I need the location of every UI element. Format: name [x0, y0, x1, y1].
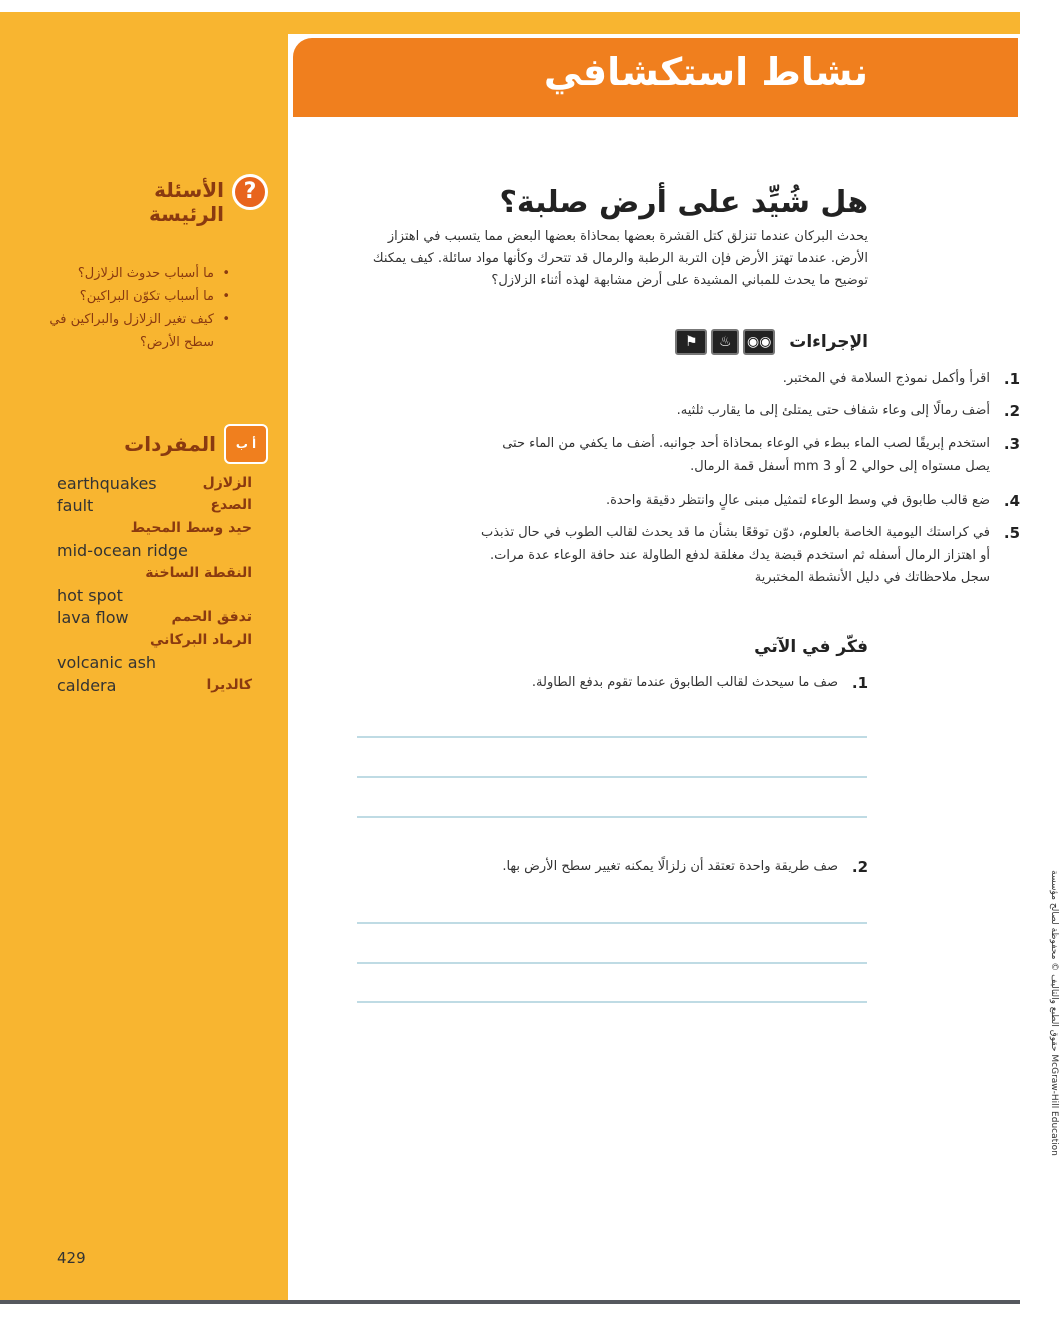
step-text: اقرأ وأكمل نموذج السلامة في المختبر.: [782, 371, 990, 386]
think-question: [328, 672, 868, 694]
key-questions-title: الأسئلة الرئيسة: [149, 178, 224, 226]
key-questions-list: [40, 262, 230, 354]
answer-line[interactable]: [357, 1001, 867, 1003]
answer-line[interactable]: [357, 922, 867, 924]
procedure-step: [480, 400, 1020, 423]
procedure-step: [480, 490, 1020, 513]
question-text: صف ما سيحدث لقالب الطابوق عندما تقوم بدفع الطاولة.: [531, 675, 838, 690]
vocabulary-row: [57, 631, 252, 653]
step-text: استخدم إبريقًا لصب الماء ببطء في الوعاء بمحاذاة أحد جوانبه. أضف ما يكفي من الماء حتى يصل مستواه إلى حوالي 2 أو 3 mm أسفل قمة الرمال.: [502, 436, 990, 474]
step-number: 4.: [1003, 492, 1020, 510]
vocabulary-row: [57, 541, 252, 563]
vocabulary-term-english: caldera: [57, 675, 117, 695]
answer-line[interactable]: [357, 776, 867, 778]
think-question: [328, 856, 868, 878]
vocabulary-row: [57, 474, 252, 496]
vocabulary-term-arabic: الزلازل: [202, 475, 252, 491]
step-number: 2.: [1003, 402, 1020, 420]
lesson-title: هل شُيِّد على أرض صلبة؟: [499, 185, 868, 220]
vocabulary-row: [57, 519, 252, 541]
vocabulary-book-icon: أ ب: [224, 424, 268, 464]
vocabulary-title: المفردات: [124, 432, 216, 456]
think-about-title: فكّر في الآتي: [754, 637, 868, 657]
vocabulary-term-english: lava flow: [57, 608, 129, 628]
procedures-title: الإجراءات: [789, 332, 868, 352]
key-questions-header: [0, 174, 268, 234]
intro-paragraph: يحدث البركان عندما تنزلق كتل القشرة بعضها بمحاذاة بعضها البعض مما يتسبب في اهتزاز الأرض. عندما تهتز الأرض فإن التربة الرطبة والرمال قد تتحرك وكأنها مواد سائلة. كيف يمكنك توضيح ما يحدث للمباني المشيدة على أرض مشابهة لهذه أثناء الزلازل؟: [372, 229, 868, 288]
step-number: 1.: [1003, 370, 1020, 388]
vocabulary-term-english: volcanic ash: [57, 653, 157, 673]
vocabulary-term-english: earthquakes: [57, 474, 157, 493]
procedure-step: [480, 433, 1020, 478]
answer-line[interactable]: [357, 736, 867, 738]
vocabulary-term-arabic: كالديرا: [206, 676, 252, 693]
step-text: في كراستك اليومية الخاصة بالعلوم، دوّن توقعًا بشأن ما قد يحدث لقالب الطوب في حال تذبذب أو اهتزاز الرمال أسفله ثم استخدم قبضة يدك مغلقة لدفع الطاولة عند حافة الوعاء عدة مرات. سجل ملاحظاتك في دليل الأنشطة المختبرية: [480, 525, 990, 585]
vocabulary-header: [68, 424, 268, 468]
vocabulary-term-english: hot spot: [57, 585, 123, 605]
vocabulary-term-english: mid-ocean ridge: [57, 541, 188, 561]
vocabulary-term-arabic: الصدع: [210, 497, 252, 514]
answer-line[interactable]: [357, 962, 867, 964]
goggles-icon: ◉◉: [743, 329, 775, 355]
key-question-item: • ما أسباب حدوث الزلازل؟: [40, 262, 230, 285]
vocabulary-term-arabic: الرماد البركاني: [149, 631, 252, 648]
step-number: 3.: [1003, 435, 1020, 453]
question-mark-icon: ?: [232, 174, 268, 210]
vocabulary-row: [57, 608, 252, 630]
step-text: ضع قالب طابوق في وسط الوعاء لتمثيل مبنى عالٍ وانتظر دقيقة واحدة.: [605, 493, 990, 508]
copyright-credit: حقوق الطبع والتأليف © محفوظة لصالح مؤسسة McGraw-Hill Education: [1049, 870, 1059, 1156]
vocabulary-row: [57, 586, 252, 608]
vocabulary-list: [57, 474, 252, 698]
key-questions-section: [0, 174, 268, 234]
key-question-item: • ما أسباب تكوّن البراكين؟: [40, 285, 230, 308]
answer-line[interactable]: [357, 816, 867, 818]
key-question-item: • كيف تغير الزلازل والبراكين في سطح الأرض؟: [40, 308, 230, 354]
procedure-step: [480, 522, 1020, 590]
step-number: 5.: [1003, 524, 1020, 542]
vocabulary-term-arabic: تدفق الحمم: [171, 609, 252, 626]
page-number: 429: [57, 1249, 86, 1267]
activity-header-title: نشاط استكشافي: [543, 50, 868, 94]
vocabulary-term-arabic: النقطة الساخنة: [145, 564, 252, 581]
step-text: أضف رمالًا إلى وعاء شفاف حتى يمتلئ إلى ما يقارب ثلثيه.: [676, 403, 990, 418]
question-number: 2.: [851, 858, 868, 876]
vocabulary-row: [57, 564, 252, 586]
activity-header-band: [290, 35, 1018, 117]
hand-wash-icon: ♨: [711, 329, 739, 355]
spill-clean-icon: ⚑: [675, 329, 707, 355]
vocabulary-row: [57, 676, 252, 698]
vocabulary-row: [57, 653, 252, 675]
vocabulary-row: [57, 496, 252, 518]
vocabulary-term-arabic: حيد وسط المحيط: [130, 519, 252, 536]
procedures-header: [675, 326, 868, 358]
question-number: 1.: [851, 674, 868, 692]
question-text: صف طريقة واحدة تعتقد أن زلزالًا يمكنه تغيير سطح الأرض بها.: [502, 859, 838, 874]
vocabulary-term-english: fault: [57, 496, 94, 516]
bottom-rule: [0, 1300, 1020, 1304]
procedure-step: [480, 368, 1020, 391]
